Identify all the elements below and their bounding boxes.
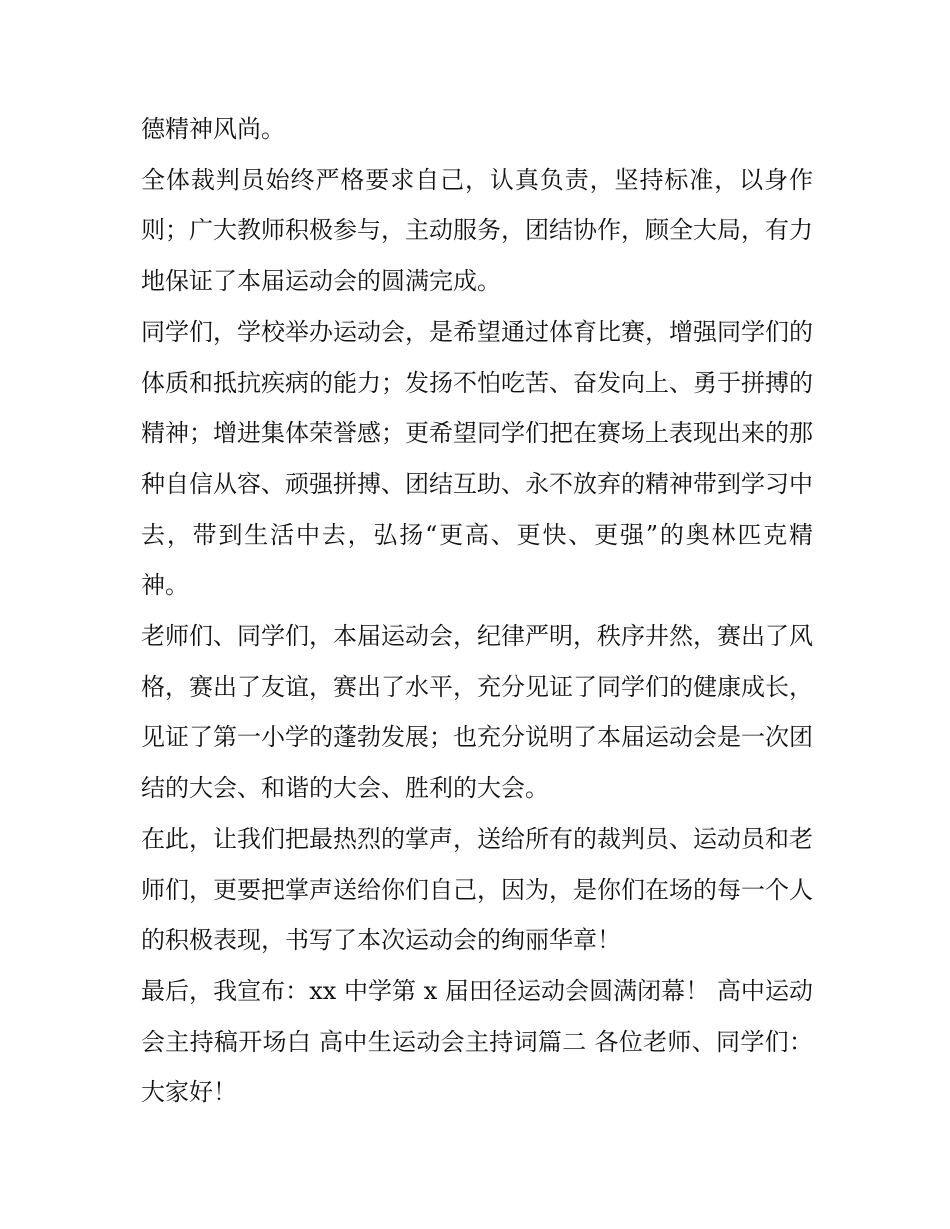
paragraph-4: 老师们、同学们，本届运动会，纪律严明，秩序井然，赛出了风格，赛出了友谊，赛出了水平，充分见证了同学们的健康成长，见证了第一小学的蓬勃发展；也充分说明了本届运动会是一次团结的大会、和谐的大会、胜利的大会。 [141, 622, 813, 803]
paragraph-5: 在此，让我们把最热烈的掌声，送给所有的裁判员、运动员和老师们，更要把掌声送给你们自己，因为，是你们在场的每一个人的积极表现，书写了本次运动会的绚丽华章！ [141, 824, 813, 955]
paragraph-1: 德精神风尚。 [141, 115, 285, 143]
paragraph-2: 全体裁判员始终严格要求自己，认真负责，坚持标准，以身作则；广大教师积极参与，主动服务，团结协作，顾全大局，有力地保证了本届运动会的圆满完成。 [141, 165, 813, 296]
paragraph-3: 同学们，学校举办运动会，是希望通过体育比赛，增强同学们的体质和抵抗疾病的能力；发扬不怕吃苦、奋发向上、勇于拼搏的精神；增进集体荣誉感；更希望同学们把在赛场上表现出来的那种自信从容、顽强拼搏、团结互助、永不放弃的精神带到学习中去，带到生活中去，弘扬“更高、更快、更强”的奥林匹克精神。 [141, 317, 813, 600]
paragraph-6: 最后，我宣布：xx 中学第 x 届田径运动会圆满闭幕！ 高中运动会主持稿开场白 高中生运动会主持词篇二 各位老师、同学们： 大家好！ [141, 976, 813, 1107]
document-body [141, 104, 813, 1118]
